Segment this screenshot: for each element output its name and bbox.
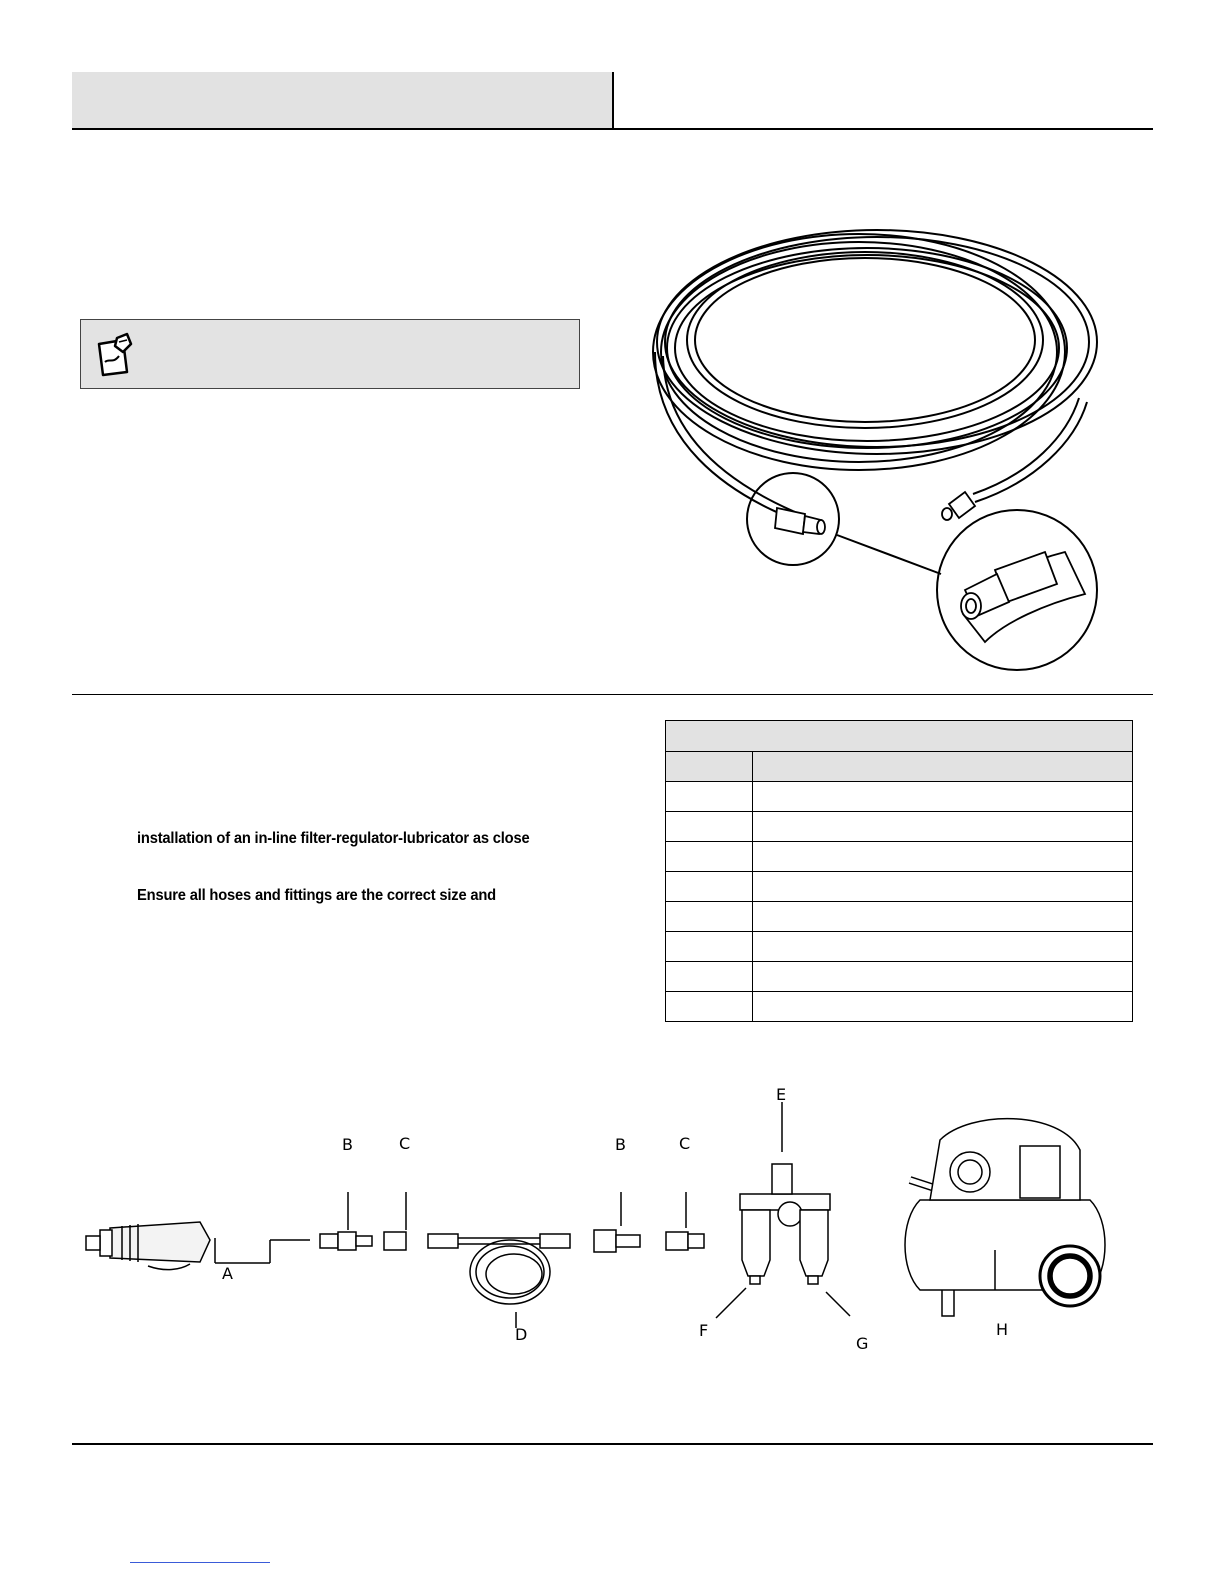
air-system-diagram [70,1080,1150,1370]
table-cell [666,842,753,872]
table-cell [666,902,753,932]
label-e: E [776,1085,787,1104]
table-column-header [753,752,1133,782]
header-divider [612,72,614,130]
section-rule [72,694,1153,695]
table-row [666,842,1133,872]
table-cell [753,962,1133,992]
air-hose-illustration [645,222,1125,682]
label-a: A [222,1264,233,1283]
table-cell [753,812,1133,842]
label-b: B [615,1135,626,1154]
plug-fitting-b2 [594,1192,640,1252]
table-cell [753,782,1133,812]
coupler-c2 [666,1192,704,1250]
table-cell [666,812,753,842]
air-compressor [905,1119,1105,1316]
body-text-line-2: Ensure all hoses and fittings are the correct size and [137,887,497,904]
label-c: C [399,1134,411,1153]
label-f: F [699,1321,709,1340]
note-box [80,319,580,389]
coupler-c1 [384,1192,406,1250]
label-b: B [342,1135,353,1154]
table-cell [753,872,1133,902]
header-title-box [72,72,613,128]
table-cell [753,842,1133,872]
hose-d [428,1234,570,1328]
table-cell [753,902,1133,932]
table-column-header [666,752,753,782]
label-c: C [679,1134,691,1153]
table-row [666,902,1133,932]
header-rule [72,128,1153,130]
table-cell [753,992,1133,1022]
table-row [666,932,1133,962]
table-cell [666,872,753,902]
body-text-line-1: installation of an in-line filter-regulator-lubricator as close [137,830,530,847]
table-row [666,782,1133,812]
footer-rule [72,1443,1153,1445]
table-row [666,872,1133,902]
table-row [666,992,1133,1022]
label-d: D [515,1325,528,1344]
table-cell [666,782,753,812]
table-cell [666,962,753,992]
note-pencil-icon [93,332,137,378]
table-cell [666,932,753,962]
table-cell [666,992,753,1022]
label-h: H [996,1320,1009,1339]
footer-link[interactable] [130,1562,270,1563]
parts-table [665,720,1133,1022]
table-row [666,962,1133,992]
filter-regulator-lubricator [716,1102,850,1318]
table-title [666,721,1133,752]
die-grinder-tool [86,1222,310,1270]
table-cell [753,932,1133,962]
table-row [666,812,1133,842]
label-g: G [856,1334,869,1353]
plug-fitting-b1 [320,1192,372,1250]
